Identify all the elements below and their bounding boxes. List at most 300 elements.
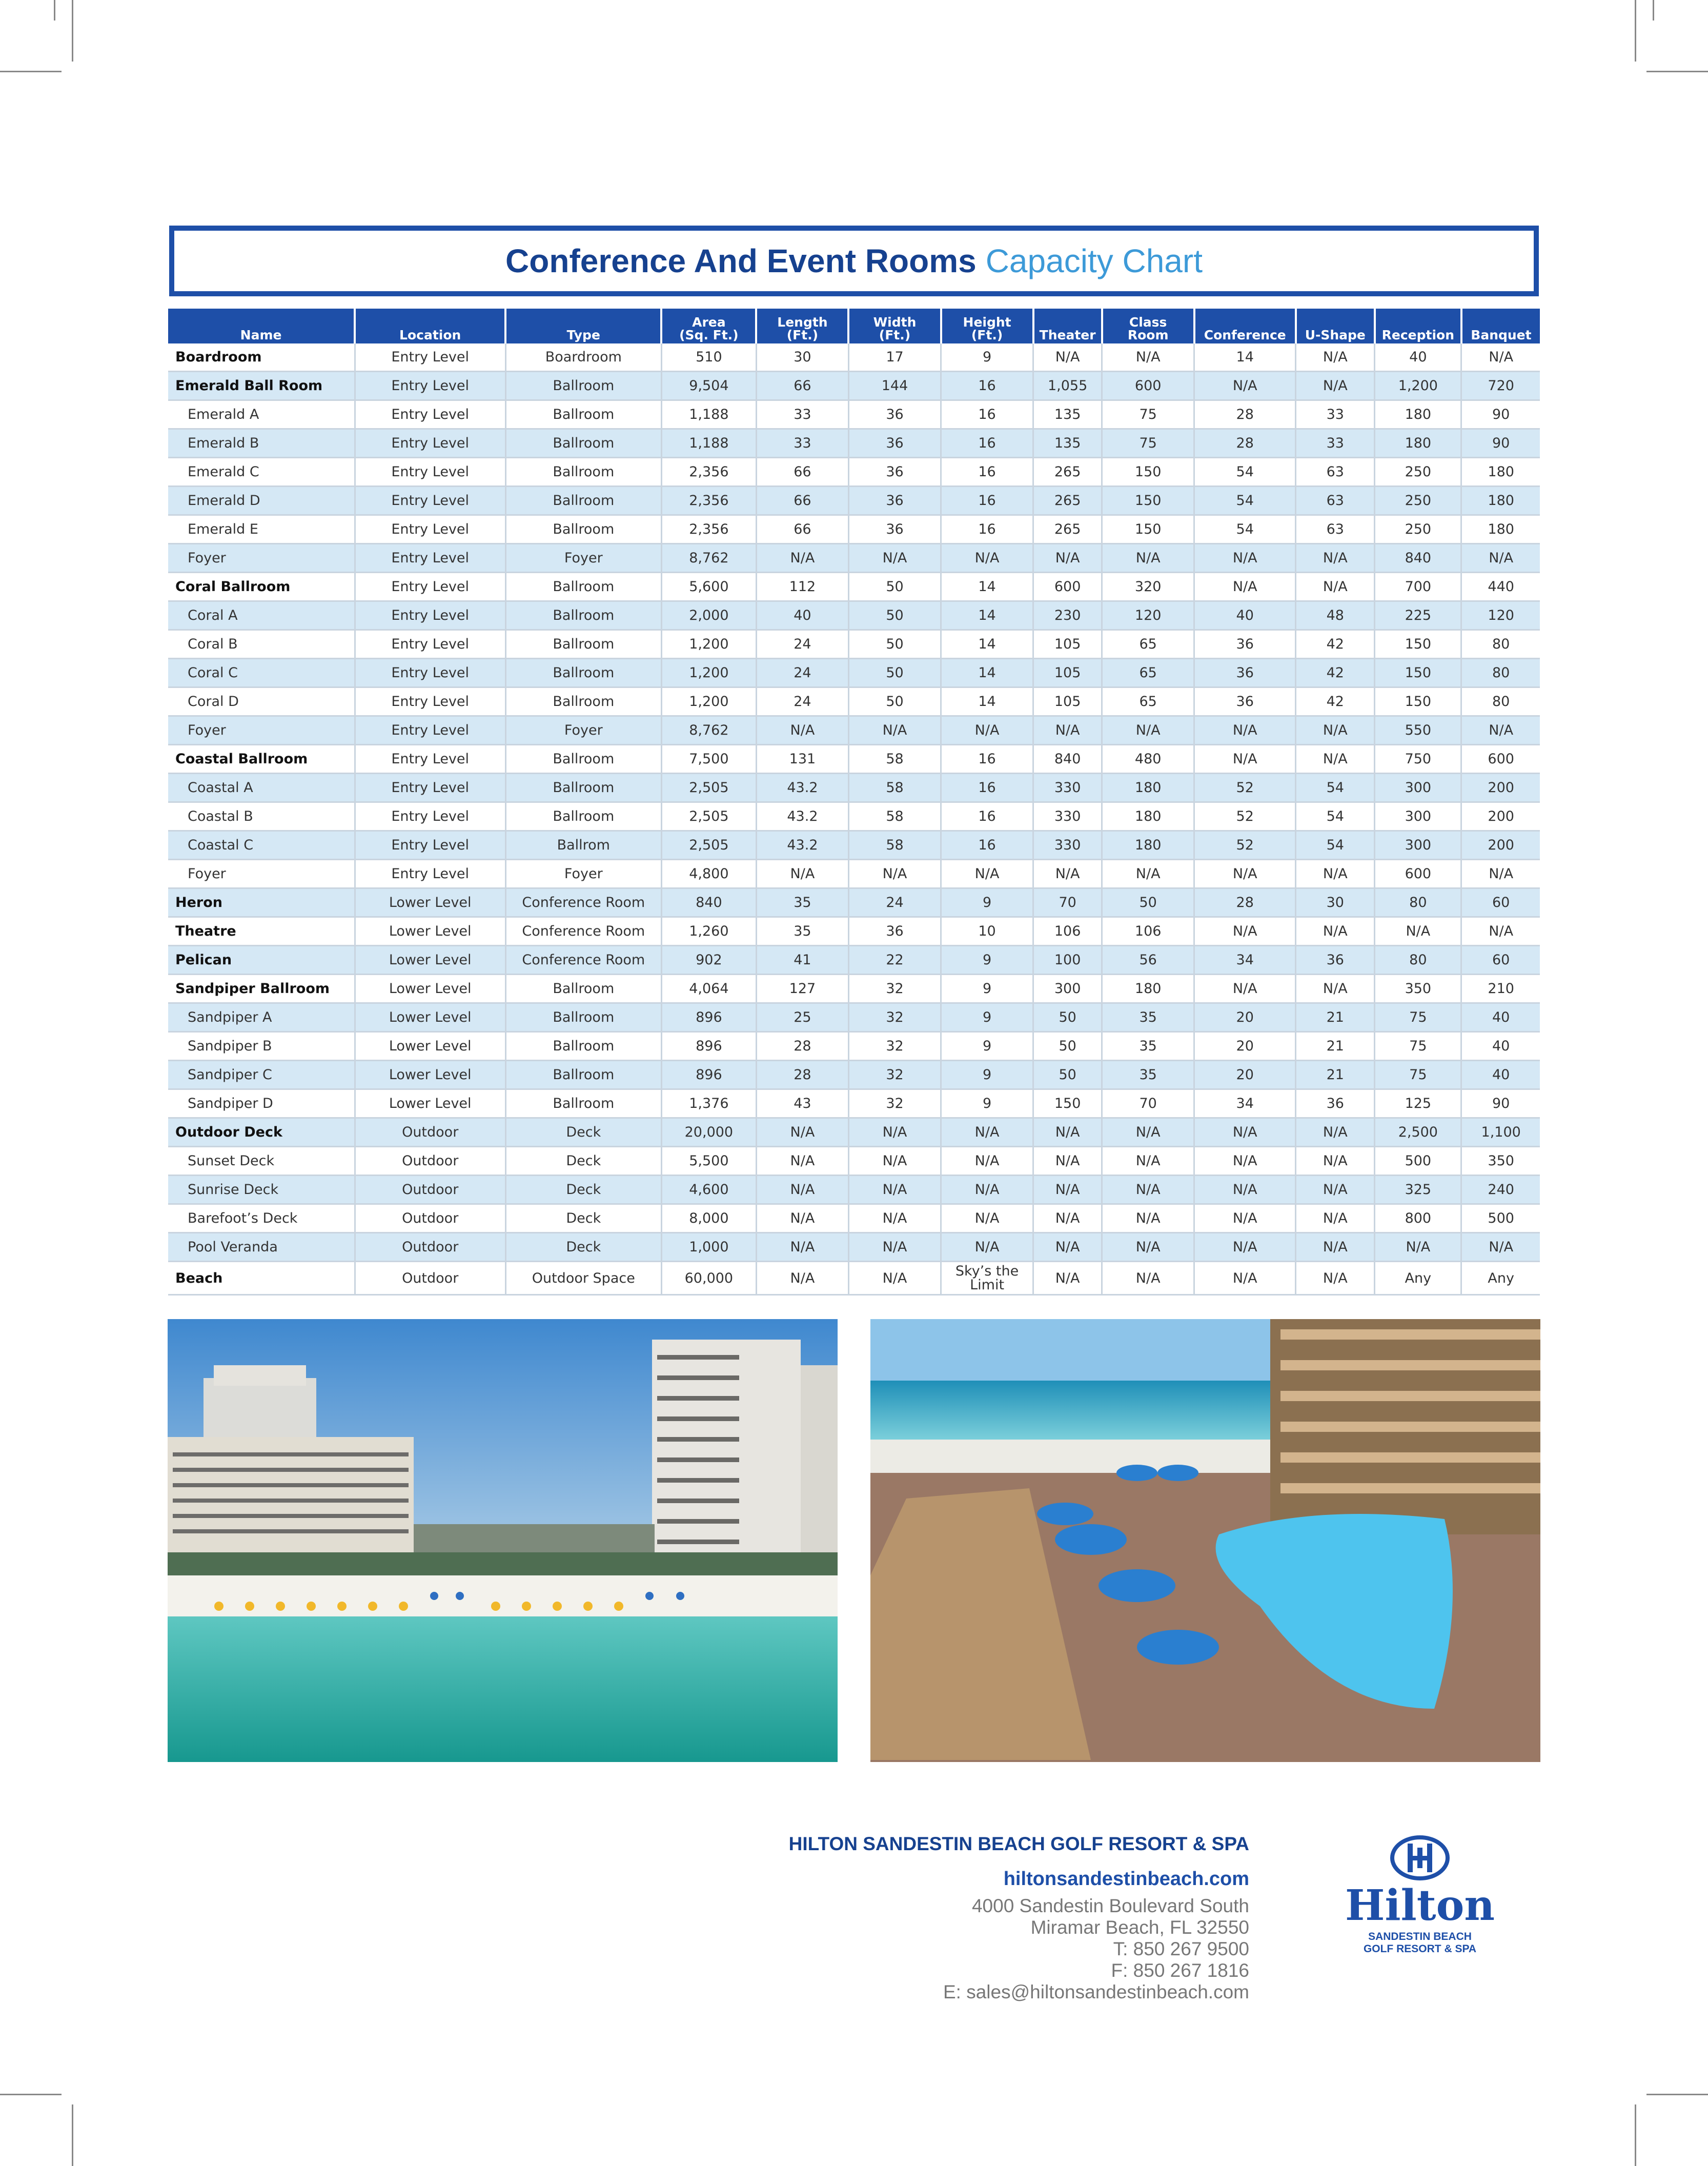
- table-cell: 300: [1033, 975, 1102, 1003]
- room-name-cell: Foyer: [168, 544, 355, 573]
- room-name-cell: Coastal B: [168, 802, 355, 831]
- table-cell: Entry Level: [355, 515, 505, 544]
- column-header-text: (Ft.): [879, 328, 911, 342]
- column-header: [661, 309, 756, 343]
- table-cell: N/A: [1102, 1204, 1194, 1233]
- table-cell: 840: [661, 888, 756, 917]
- table-cell: 210: [1461, 975, 1540, 1003]
- table-cell: 80: [1375, 946, 1461, 975]
- crop-mark: [72, 0, 73, 62]
- table-cell: 1,200: [661, 687, 756, 716]
- table-cell: N/A: [756, 1176, 848, 1204]
- table-cell: 16: [941, 487, 1033, 515]
- table-cell: 127: [756, 975, 848, 1003]
- room-name-cell: Emerald D: [168, 487, 355, 515]
- table-row: [168, 687, 1540, 716]
- table-cell: 16: [941, 515, 1033, 544]
- table-cell: 42: [1296, 659, 1375, 687]
- table-cell: Outdoor: [355, 1262, 505, 1295]
- table-cell: 54: [1194, 487, 1296, 515]
- table-cell: 9: [941, 888, 1033, 917]
- table-cell: Lower Level: [355, 917, 505, 946]
- table-cell: N/A: [1194, 1176, 1296, 1204]
- fax-line: F: 850 267 1816: [1111, 1960, 1249, 1981]
- table-cell: 66: [756, 487, 848, 515]
- table-cell: N/A: [1296, 1147, 1375, 1176]
- table-cell: N/A: [1033, 716, 1102, 745]
- table-cell: 2,500: [1375, 1118, 1461, 1147]
- room-name-cell: Coastal C: [168, 831, 355, 860]
- table-cell: N/A: [1194, 573, 1296, 601]
- table-cell: 120: [1102, 601, 1194, 630]
- page-title: [169, 226, 1539, 296]
- table-cell: N/A: [756, 1118, 848, 1147]
- table-cell: 32: [848, 1003, 941, 1032]
- table-cell: 840: [1033, 745, 1102, 774]
- table-cell: 2,356: [661, 515, 756, 544]
- table-cell: Entry Level: [355, 487, 505, 515]
- column-header-text: U-Shape: [1305, 328, 1366, 342]
- email-line[interactable]: E: sales@hiltonsandestinbeach.com: [943, 1981, 1249, 2002]
- column-header: [941, 309, 1033, 343]
- room-name-cell: Coastal Ballroom: [168, 745, 355, 774]
- table-cell: 600: [1461, 745, 1540, 774]
- table-cell: 1,260: [661, 917, 756, 946]
- table-cell: N/A: [1194, 1118, 1296, 1147]
- table-cell: 54: [1194, 458, 1296, 487]
- table-cell: 63: [1296, 487, 1375, 515]
- table-cell: 28: [1194, 400, 1296, 429]
- column-header-text: Reception: [1381, 328, 1455, 342]
- table-cell: 112: [756, 573, 848, 601]
- table-cell: 36: [1194, 659, 1296, 687]
- table-cell: Entry Level: [355, 601, 505, 630]
- room-name-cell: Coral A: [168, 601, 355, 630]
- table-cell: 14: [1194, 343, 1296, 372]
- table-row: [168, 831, 1540, 860]
- table-cell: Entry Level: [355, 400, 505, 429]
- room-name-cell: Coral B: [168, 630, 355, 659]
- table-cell: 2,505: [661, 802, 756, 831]
- table-cell: N/A: [1296, 745, 1375, 774]
- table-row: [168, 1262, 1540, 1295]
- table-cell: 58: [848, 802, 941, 831]
- table-cell: 40: [1375, 343, 1461, 372]
- table-cell: 52: [1194, 831, 1296, 860]
- table-cell: 54: [1296, 802, 1375, 831]
- table-cell: Entry Level: [355, 630, 505, 659]
- table-cell: Outdoor Space: [505, 1262, 661, 1295]
- table-cell: Deck: [505, 1118, 661, 1147]
- table-cell: 720: [1461, 372, 1540, 400]
- table-cell: 200: [1461, 831, 1540, 860]
- column-header-text: Length: [777, 315, 828, 330]
- table-cell: Ballroom: [505, 372, 661, 400]
- table-cell: 9: [941, 1061, 1033, 1089]
- table-cell: 65: [1102, 630, 1194, 659]
- table-cell: 35: [756, 917, 848, 946]
- table-cell: 20: [1194, 1032, 1296, 1061]
- table-cell: 2,505: [661, 831, 756, 860]
- table-cell: 70: [1102, 1089, 1194, 1118]
- column-header: [1033, 309, 1102, 343]
- room-name-cell: Sandpiper C: [168, 1061, 355, 1089]
- table-row: [168, 860, 1540, 888]
- table-cell: 43.2: [756, 802, 848, 831]
- table-cell: Lower Level: [355, 946, 505, 975]
- table-cell: N/A: [1102, 544, 1194, 573]
- table-cell: N/A: [941, 860, 1033, 888]
- table-cell: 330: [1033, 831, 1102, 860]
- crop-mark: [72, 2104, 73, 2166]
- room-name-cell: Sandpiper A: [168, 1003, 355, 1032]
- table-cell: 50: [848, 573, 941, 601]
- table-cell: 14: [941, 630, 1033, 659]
- table-cell: N/A: [1194, 544, 1296, 573]
- table-cell: 63: [1296, 458, 1375, 487]
- table-cell: 60: [1461, 946, 1540, 975]
- column-header-text: Width: [873, 315, 917, 330]
- table-cell: N/A: [1102, 1262, 1194, 1295]
- table-cell: Ballroom: [505, 659, 661, 687]
- column-header-text: Class: [1129, 315, 1167, 330]
- table-cell: 65: [1102, 687, 1194, 716]
- table-cell: 54: [1194, 515, 1296, 544]
- table-cell: 2,356: [661, 487, 756, 515]
- table-cell: Deck: [505, 1233, 661, 1262]
- table-cell: 20: [1194, 1003, 1296, 1032]
- crop-mark: [0, 2094, 62, 2095]
- table-cell: 9: [941, 1089, 1033, 1118]
- table-cell: Ballroom: [505, 458, 661, 487]
- table-cell: N/A: [756, 544, 848, 573]
- table-cell: 150: [1375, 630, 1461, 659]
- table-cell: N/A: [1461, 544, 1540, 573]
- room-name-cell: Emerald A: [168, 400, 355, 429]
- table-cell: 330: [1033, 774, 1102, 802]
- table-cell: 43: [756, 1089, 848, 1118]
- table-cell: Foyer: [505, 716, 661, 745]
- table-row: [168, 716, 1540, 745]
- table-row: [168, 975, 1540, 1003]
- table-cell: Deck: [505, 1176, 661, 1204]
- table-cell: N/A: [1033, 343, 1102, 372]
- table-cell: 200: [1461, 802, 1540, 831]
- table-cell: 1,055: [1033, 372, 1102, 400]
- table-cell: 9: [941, 1003, 1033, 1032]
- table-cell: 180: [1461, 458, 1540, 487]
- room-name-cell: Pelican: [168, 946, 355, 975]
- table-cell: 4,800: [661, 860, 756, 888]
- room-name-cell: Sandpiper D: [168, 1089, 355, 1118]
- table-cell: 500: [1375, 1147, 1461, 1176]
- table-cell: 125: [1375, 1089, 1461, 1118]
- table-row: [168, 343, 1540, 372]
- table-cell: 1,188: [661, 429, 756, 458]
- table-cell: 105: [1033, 687, 1102, 716]
- room-name-cell: Beach: [168, 1262, 355, 1295]
- table-cell: 300: [1375, 802, 1461, 831]
- table-cell: 9: [941, 343, 1033, 372]
- table-cell: 50: [1033, 1032, 1102, 1061]
- table-cell: N/A: [1102, 1233, 1194, 1262]
- table-cell: Ballroom: [505, 975, 661, 1003]
- table-cell: N/A: [1033, 1204, 1102, 1233]
- table-row: [168, 946, 1540, 975]
- table-cell: N/A: [1296, 860, 1375, 888]
- table-cell: N/A: [941, 1118, 1033, 1147]
- table-cell: 8,762: [661, 544, 756, 573]
- table-cell: 40: [756, 601, 848, 630]
- room-name-cell: Sunset Deck: [168, 1147, 355, 1176]
- table-cell: N/A: [1033, 1176, 1102, 1204]
- table-cell: 56: [1102, 946, 1194, 975]
- column-header-text: Type: [566, 328, 600, 342]
- table-cell: 180: [1461, 515, 1540, 544]
- table-cell: 36: [1296, 946, 1375, 975]
- table-header-row: [168, 309, 1540, 343]
- table-cell: 30: [756, 343, 848, 372]
- table-cell: 440: [1461, 573, 1540, 601]
- table-cell: N/A: [1296, 343, 1375, 372]
- table-cell: 66: [756, 515, 848, 544]
- table-cell: N/A: [1194, 1262, 1296, 1295]
- column-header-text: Banquet: [1471, 328, 1532, 342]
- table-cell: 180: [1102, 774, 1194, 802]
- table-cell: 1,200: [661, 630, 756, 659]
- table-cell: 120: [1461, 601, 1540, 630]
- table-cell: Deck: [505, 1147, 661, 1176]
- table-cell: N/A: [1296, 975, 1375, 1003]
- logo-subtitle-1: SANDESTIN BEACH: [1368, 1931, 1472, 1942]
- table-cell: 36: [848, 458, 941, 487]
- table-cell: N/A: [1375, 1233, 1461, 1262]
- table-cell: 41: [756, 946, 848, 975]
- table-cell: 100: [1033, 946, 1102, 975]
- table-row: [168, 659, 1540, 687]
- table-cell: N/A: [1296, 544, 1375, 573]
- table-cell: 180: [1375, 429, 1461, 458]
- table-cell: 700: [1375, 573, 1461, 601]
- room-name-cell: Sandpiper B: [168, 1032, 355, 1061]
- table-cell: 66: [756, 372, 848, 400]
- table-cell: 80: [1461, 630, 1540, 659]
- column-header: [1296, 309, 1375, 343]
- table-cell: 230: [1033, 601, 1102, 630]
- table-cell: N/A: [1194, 716, 1296, 745]
- table-cell: 5,600: [661, 573, 756, 601]
- table-cell: Outdoor: [355, 1176, 505, 1204]
- column-header: [756, 309, 848, 343]
- table-cell: Lower Level: [355, 1032, 505, 1061]
- table-cell: 16: [941, 372, 1033, 400]
- room-name-cell: Foyer: [168, 716, 355, 745]
- table-cell: 65: [1102, 659, 1194, 687]
- table-row: [168, 487, 1540, 515]
- table-cell: 63: [1296, 515, 1375, 544]
- room-name-cell: Emerald E: [168, 515, 355, 544]
- table-cell: 600: [1375, 860, 1461, 888]
- table-cell: 180: [1102, 975, 1194, 1003]
- table-cell: N/A: [1102, 343, 1194, 372]
- table-cell: 150: [1375, 687, 1461, 716]
- table-cell: N/A: [1296, 716, 1375, 745]
- table-cell: N/A: [941, 1147, 1033, 1176]
- table-cell: 9: [941, 946, 1033, 975]
- table-cell: Ballroom: [505, 1061, 661, 1089]
- room-name-cell: Coral D: [168, 687, 355, 716]
- column-header: [168, 309, 355, 343]
- table-cell: 1,376: [661, 1089, 756, 1118]
- table-cell: Lower Level: [355, 1003, 505, 1032]
- table-cell: 52: [1194, 774, 1296, 802]
- table-cell: N/A: [1033, 1118, 1102, 1147]
- table-cell: 75: [1375, 1061, 1461, 1089]
- table-cell: Outdoor: [355, 1204, 505, 1233]
- table-cell: 14: [941, 601, 1033, 630]
- table-row: [168, 1003, 1540, 1032]
- logo-wordmark: Hilton: [1345, 1881, 1495, 1930]
- table-row: [168, 1176, 1540, 1204]
- table-cell: N/A: [1102, 860, 1194, 888]
- table-cell: 58: [848, 745, 941, 774]
- table-cell: N/A: [1194, 745, 1296, 774]
- table-cell: N/A: [1033, 1147, 1102, 1176]
- table-cell: 8,762: [661, 716, 756, 745]
- crop-mark: [54, 0, 55, 21]
- table-cell: 42: [1296, 630, 1375, 659]
- table-cell: 9: [941, 1032, 1033, 1061]
- column-header-text: Theater: [1039, 328, 1096, 342]
- table-cell: 36: [848, 515, 941, 544]
- table-cell: Entry Level: [355, 687, 505, 716]
- table-cell: 800: [1375, 1204, 1461, 1233]
- table-cell: 50: [848, 687, 941, 716]
- table-cell: 2,356: [661, 458, 756, 487]
- table-cell: 34: [1194, 946, 1296, 975]
- website-link[interactable]: hiltonsandestinbeach.com: [1003, 1868, 1249, 1890]
- table-cell: 9,504: [661, 372, 756, 400]
- table-cell: N/A: [941, 1176, 1033, 1204]
- column-header-text: Room: [1127, 328, 1169, 342]
- table-cell: 35: [1102, 1061, 1194, 1089]
- table-cell: 24: [756, 630, 848, 659]
- table-cell: 2,505: [661, 774, 756, 802]
- table-cell: 180: [1461, 487, 1540, 515]
- column-header-text: Location: [399, 328, 461, 342]
- table-cell: N/A: [1102, 1118, 1194, 1147]
- column-header-text: Area: [692, 315, 726, 330]
- table-cell: 105: [1033, 630, 1102, 659]
- table-cell: N/A: [1375, 917, 1461, 946]
- crop-mark: [0, 71, 62, 72]
- column-header: [1102, 309, 1194, 343]
- table-cell: 36: [1194, 630, 1296, 659]
- pool-deck-photo: [870, 1319, 1540, 1762]
- table-cell: 180: [1102, 802, 1194, 831]
- table-cell: 350: [1461, 1147, 1540, 1176]
- table-row: [168, 400, 1540, 429]
- table-cell: N/A: [1296, 1118, 1375, 1147]
- table-cell: N/A: [1033, 1233, 1102, 1262]
- table-cell: N/A: [848, 544, 941, 573]
- table-cell: 58: [848, 831, 941, 860]
- column-header: [1461, 309, 1540, 343]
- table-cell: Entry Level: [355, 745, 505, 774]
- table-cell: N/A: [1102, 1147, 1194, 1176]
- table-cell: 33: [1296, 400, 1375, 429]
- table-row: [168, 601, 1540, 630]
- table-cell: 550: [1375, 716, 1461, 745]
- table-cell: 600: [1033, 573, 1102, 601]
- phone-line: T: 850 267 9500: [1113, 1938, 1249, 1959]
- table-row: [168, 458, 1540, 487]
- table-cell: 35: [756, 888, 848, 917]
- table-cell: 40: [1194, 601, 1296, 630]
- table-cell: 250: [1375, 487, 1461, 515]
- table-cell: 106: [1033, 917, 1102, 946]
- table-cell: 33: [1296, 429, 1375, 458]
- room-name-cell: Heron: [168, 888, 355, 917]
- table-cell: 150: [1102, 458, 1194, 487]
- column-header: [848, 309, 941, 343]
- table-cell: N/A: [1194, 1204, 1296, 1233]
- table-cell: 36: [848, 917, 941, 946]
- table-cell: 75: [1375, 1032, 1461, 1061]
- table-cell: 75: [1102, 400, 1194, 429]
- table-cell: N/A: [756, 1204, 848, 1233]
- table-cell: 330: [1033, 802, 1102, 831]
- table-cell: N/A: [848, 716, 941, 745]
- table-cell: 28: [756, 1061, 848, 1089]
- table-cell: 480: [1102, 745, 1194, 774]
- table-cell: 1,100: [1461, 1118, 1540, 1147]
- table-cell: 4,064: [661, 975, 756, 1003]
- table-cell: N/A: [848, 1147, 941, 1176]
- table-cell: 9: [941, 975, 1033, 1003]
- table-cell: 1,188: [661, 400, 756, 429]
- table-cell: Any: [1375, 1262, 1461, 1295]
- table-cell: 40: [1461, 1032, 1540, 1061]
- table-cell: N/A: [1102, 1176, 1194, 1204]
- table-cell: 34: [1194, 1089, 1296, 1118]
- table-row: [168, 372, 1540, 400]
- room-name-cell: Emerald Ball Room: [168, 372, 355, 400]
- table-cell: 40: [1461, 1061, 1540, 1089]
- table-row: [168, 1204, 1540, 1233]
- table-cell: 50: [848, 601, 941, 630]
- table-cell: 90: [1461, 400, 1540, 429]
- table-cell: 32: [848, 1089, 941, 1118]
- table-cell: 28: [756, 1032, 848, 1061]
- table-cell: 60: [1461, 888, 1540, 917]
- table-cell: Ballroom: [505, 687, 661, 716]
- table-cell: Ballroom: [505, 1003, 661, 1032]
- table-cell: Conference Room: [505, 917, 661, 946]
- address-line-street: 4000 Sandestin Boulevard South: [971, 1895, 1249, 1916]
- column-header-text: (Ft.): [786, 328, 819, 342]
- table-cell: Ballroom: [505, 429, 661, 458]
- table-cell: Ballroom: [505, 630, 661, 659]
- room-name-cell: Boardroom: [168, 343, 355, 372]
- table-cell: 7,500: [661, 745, 756, 774]
- table-cell: N/A: [1461, 343, 1540, 372]
- table-cell: 36: [1194, 687, 1296, 716]
- table-cell: Ballrom: [505, 831, 661, 860]
- table-cell: Entry Level: [355, 573, 505, 601]
- table-cell: 43.2: [756, 831, 848, 860]
- table-cell: 2,000: [661, 601, 756, 630]
